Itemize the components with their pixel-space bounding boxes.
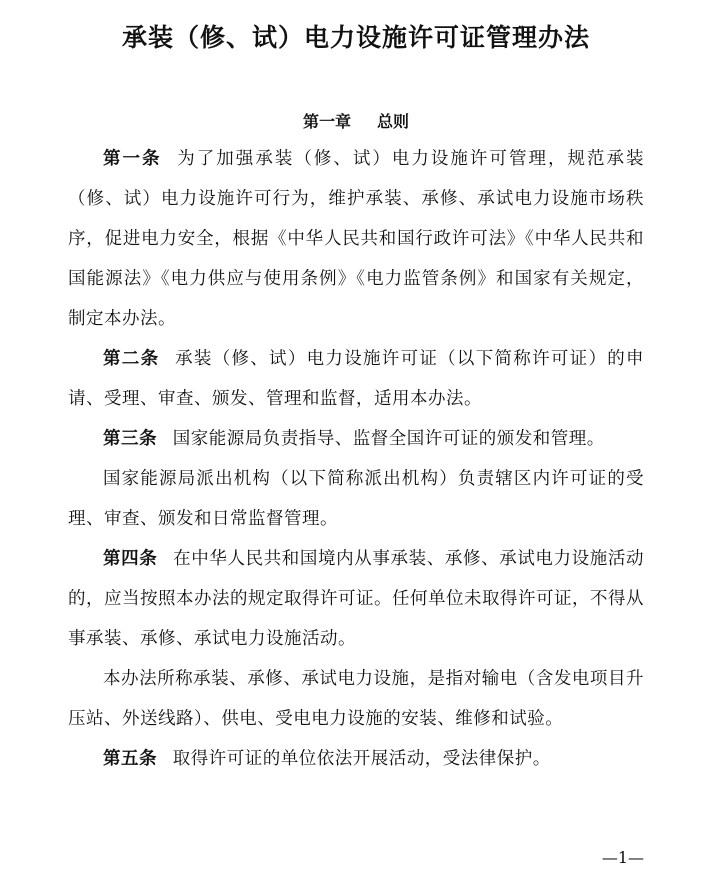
page-number: —1— — [601, 848, 644, 867]
article-3-heading: 第三条 — [103, 429, 157, 449]
chapter-name: 总则 — [377, 112, 410, 131]
article-2-paragraph — [68, 339, 644, 419]
article-5-heading: 第五条 — [103, 749, 157, 769]
article-1-heading: 第一条 — [103, 149, 162, 169]
article-4-continuation — [68, 659, 644, 739]
document-page — [68, 18, 644, 779]
article-4-paragraph — [68, 539, 644, 659]
article-3-continuation — [68, 459, 644, 539]
article-3-text: 国家能源局负责指导、监督全国许可证的颁发和管理。 — [172, 429, 605, 449]
article-2-heading: 第二条 — [103, 349, 160, 369]
article-3-continuation-text: 国家能源局派出机构（以下简称派出机构）负责辖区内许可证的受理、审查、颁发和日常监督管理。 — [68, 469, 644, 529]
article-2-text: 承装（修、试）电力设施许可证（以下简称许可证）的申请、受理、审查、颁发、管理和监督，适用本办法。 — [68, 349, 645, 409]
article-5-paragraph — [68, 739, 644, 779]
article-4-heading: 第四条 — [103, 549, 158, 569]
document-title: 承装（修、试）电力设施许可证管理办法 — [121, 23, 590, 52]
article-1-text: 为了加强承装（修、试）电力设施许可管理，规范承装（修、试）电力设施许可行为，维护承装、承修、承试电力设施市场秩序，促进电力安全，根据《中华人民共和国行政许可法》《中华人民共和国能源法》《电力供应与使用条例》《电力监管条例》和国家有关规定，制定本办法。 — [68, 149, 645, 329]
article-3-paragraph — [68, 419, 644, 459]
article-4-text: 在中华人民共和国境内从事承装、承修、承试电力设施活动的，应当按照本办法的规定取得许可证。任何单位未取得许可证，不得从事承装、承修、承试电力设施活动。 — [68, 549, 645, 649]
article-1-paragraph — [68, 139, 644, 339]
chapter-heading — [68, 110, 644, 134]
chapter-number: 第一章 — [302, 112, 351, 131]
article-4-continuation-text: 本办法所称承装、承修、承试电力设施，是指对输电（含发电项目升压站、外送线路）、供电、受电电力设施的安装、维修和试验。 — [68, 669, 644, 729]
article-5-text: 取得许可证的单位依法开展活动，受法律保护。 — [172, 749, 551, 769]
